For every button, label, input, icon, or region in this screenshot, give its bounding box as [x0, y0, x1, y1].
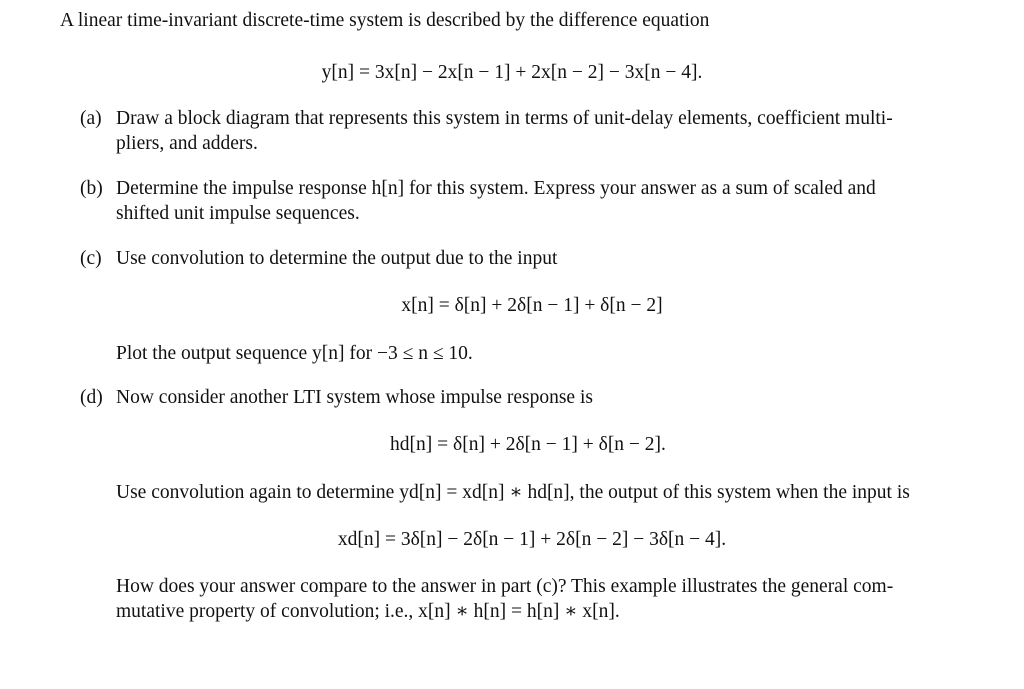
part-c-equation: x[n] = δ[n] + 2δ[n − 1] + δ[n − 2] [401, 295, 663, 316]
part-a-line-1: Draw a block diagram that represents this system in terms of unit-delay elements, coefficient multi- [116, 108, 893, 129]
part-b-line-2: shifted unit impulse sequences. [116, 203, 360, 224]
problem-intro: A linear time-invariant discrete-time system is described by the difference equation [60, 10, 710, 31]
part-d-line-1: Now consider another LTI system whose impulse response is [116, 387, 593, 408]
part-d-label: (d) [80, 387, 103, 408]
main-equation: y[n] = 3x[n] − 2x[n − 1] + 2x[n − 2] − 3x[n − 4]. [321, 62, 703, 83]
part-d-equation-2: xd[n] = 3δ[n] − 2δ[n − 1] + 2δ[n − 2] − 3δ[n − 4]. [337, 529, 727, 550]
part-c-label: (c) [80, 248, 102, 269]
part-b-label: (b) [80, 178, 103, 199]
part-c-after: Plot the output sequence y[n] for −3 ≤ n ≤ 10. [116, 343, 473, 364]
part-a-label: (a) [80, 108, 102, 129]
part-a-line-2: pliers, and adders. [116, 133, 258, 154]
part-d-closing-1: How does your answer compare to the answer in part (c)? This example illustrates the general com- [116, 576, 894, 597]
part-b-line-1: Determine the impulse response h[n] for this system. Express your answer as a sum of scaled and [116, 178, 876, 199]
part-d-middle: Use convolution again to determine yd[n] = xd[n] ∗ hd[n], the output of this system when the input is [116, 482, 910, 503]
part-d-equation: hd[n] = δ[n] + 2δ[n − 1] + δ[n − 2]. [390, 434, 666, 455]
part-d-closing-2: mutative property of convolution; i.e., x[n] ∗ h[n] = h[n] ∗ x[n]. [116, 601, 620, 622]
part-c-line-1: Use convolution to determine the output due to the input [116, 248, 558, 269]
